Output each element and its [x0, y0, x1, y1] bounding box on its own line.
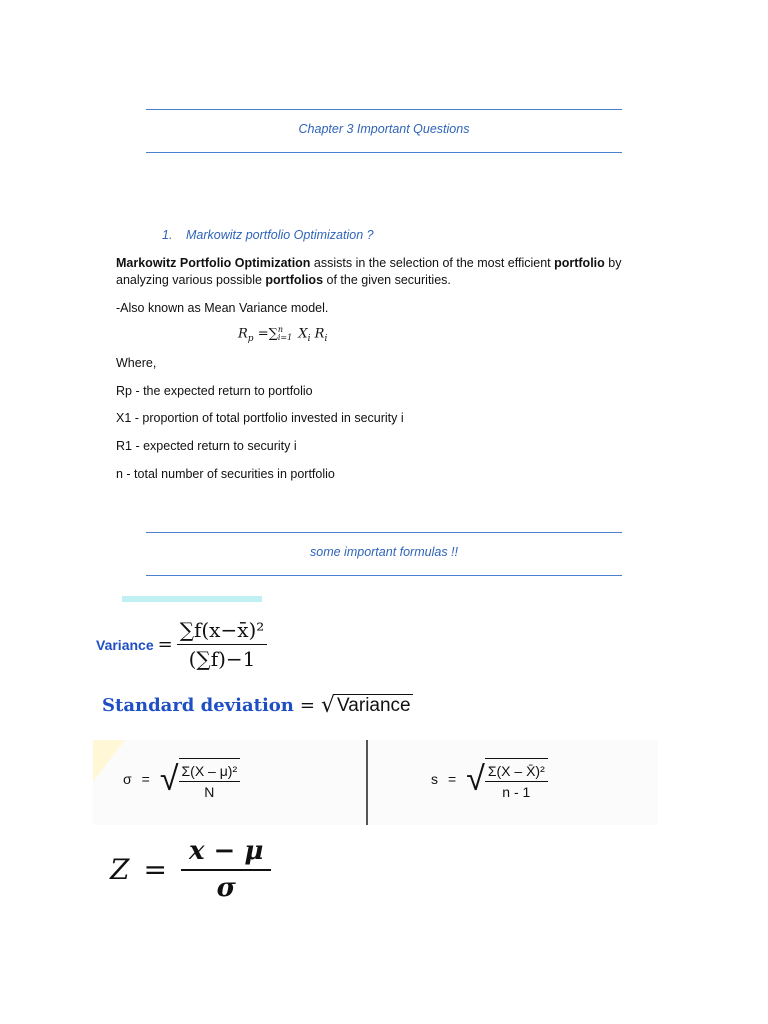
- portfolio-return-equation: [238, 326, 327, 344]
- clipped-image-strip: [122, 596, 262, 602]
- population-sample-formulas: [93, 740, 658, 825]
- sigma-formula: [123, 758, 240, 800]
- sqrt-icon: √: [321, 692, 336, 718]
- section-rule-top: [146, 532, 622, 533]
- s-denominator: n - 1: [502, 784, 531, 800]
- sigma-denominator: N: [204, 784, 215, 800]
- eq-lhs: R: [238, 326, 248, 342]
- question-number: 1.: [162, 228, 173, 242]
- variance-denominator: (∑f)−1: [188, 647, 256, 671]
- s-equals: =: [448, 771, 457, 787]
- s-lhs: s: [431, 771, 438, 787]
- definition-text-2: by: [604, 256, 622, 270]
- definition-bold-portfolio: portfolio: [554, 256, 605, 270]
- stddev-formula: [102, 694, 413, 717]
- s-fraction: [485, 758, 548, 800]
- definition-text-4: of the given securities.: [323, 273, 451, 287]
- stddev-label: Standard deviation: [102, 695, 294, 716]
- z-fraction: [181, 836, 271, 903]
- variance-formula: [96, 618, 267, 671]
- z-denominator: σ: [216, 873, 236, 903]
- section-title: some important formulas !!: [310, 545, 458, 559]
- z-score-formula: [110, 836, 271, 903]
- definition-term: Markowitz Portfolio Optimization: [116, 256, 311, 270]
- eq-r-sub: i: [324, 334, 328, 345]
- definition-item-r1: R1 - expected return to security i: [116, 439, 297, 453]
- header-rule-top: [146, 109, 622, 110]
- definition-bold-portfolios: portfolios: [265, 273, 324, 287]
- definition-paragraph: [116, 255, 656, 289]
- eq-sum-sup: n: [277, 325, 284, 334]
- z-lhs: Z: [110, 853, 130, 886]
- where-label: Where,: [116, 356, 157, 370]
- question-title: Markowitz portfolio Optimization ?: [186, 228, 374, 242]
- aka-line: -Also known as Mean Variance model.: [116, 301, 329, 315]
- eq-sum-sub: i=1: [277, 333, 293, 342]
- z-equals: =: [143, 853, 167, 886]
- sigma-equals: =: [141, 771, 150, 787]
- stddev-radicand: Variance: [337, 695, 411, 716]
- corner-highlight: [93, 740, 125, 782]
- eq-r: R: [310, 326, 325, 342]
- definition-text-1: assists in the selection of the most efficient: [310, 256, 555, 270]
- page-title: Chapter 3 Important Questions: [298, 122, 470, 136]
- eq-x: X: [294, 326, 308, 342]
- eq-lhs-sub: p: [247, 334, 254, 345]
- variance-label: Variance: [96, 636, 154, 653]
- variance-equals: =: [157, 634, 173, 655]
- section-rule-bottom: [146, 575, 622, 576]
- z-numerator: x − μ: [181, 836, 271, 871]
- sigma-fraction: [179, 758, 241, 800]
- question-heading: [162, 228, 374, 242]
- eq-x-sub: i: [307, 334, 311, 345]
- variance-fraction: [177, 618, 268, 671]
- sqrt-icon: √: [159, 760, 179, 798]
- eq-sum: ∑: [268, 326, 278, 342]
- sigma-numerator: Σ(X – μ)²: [179, 763, 241, 782]
- s-numerator: Σ(X – X̄)²: [485, 763, 548, 782]
- definition-item-n: n - total number of securities in portfolio: [116, 467, 335, 481]
- sample-sd-formula: [431, 758, 548, 800]
- definition-item-x1: X1 - proportion of total portfolio invested in security i: [116, 411, 404, 425]
- sqrt-icon: √: [466, 760, 485, 798]
- eq-equals: =: [253, 326, 269, 342]
- panel-divider: [366, 740, 368, 825]
- variance-numerator: ∑f(x−x̄)²: [177, 618, 268, 645]
- stddev-equals: =: [299, 695, 315, 716]
- sigma-lhs: σ: [123, 771, 132, 787]
- definition-item-rp: Rp - the expected return to portfolio: [116, 384, 313, 398]
- definition-text-3: analyzing various possible: [116, 273, 266, 287]
- header-rule-bottom: [146, 152, 622, 153]
